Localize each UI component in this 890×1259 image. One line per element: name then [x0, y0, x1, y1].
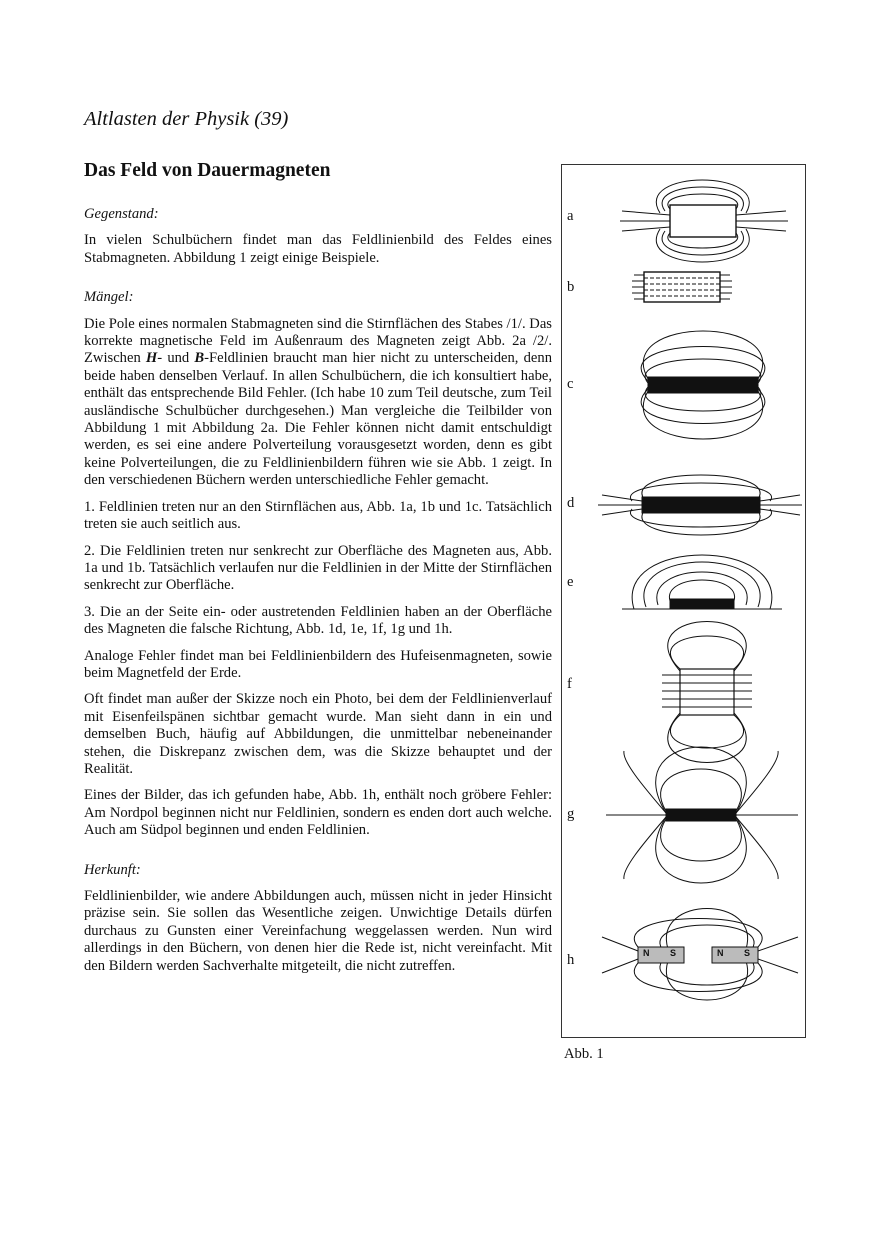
- figure-label-c: c: [567, 376, 574, 392]
- pole-n-right: N: [717, 948, 724, 958]
- paragraph-gegenstand: In vielen Schulbüchern findet man das Feldlinienbild des Feldes eines Stabmagneten. Abbildung 1 zeigt einige Beispiele.: [84, 232, 552, 266]
- figure-1: [561, 164, 806, 1038]
- diagram-d: [598, 475, 802, 535]
- diagram-f: [662, 622, 752, 763]
- paragraph-maengel-2: 1. Feldlinien treten nur an den Stirnflächen aus, Abb. 1a, 1b und 1c. Tatsächlich treten sie auch seitlich aus.: [84, 498, 552, 533]
- pole-s-right: S: [744, 948, 751, 958]
- article-title: Das Feld von Dauermagneten: [84, 160, 331, 181]
- figure-label-d: d: [567, 495, 575, 511]
- paragraph-maengel-1: [84, 316, 552, 490]
- pole-n-left: N: [643, 948, 650, 958]
- pole-s-left: S: [670, 948, 677, 958]
- paragraph-herkunft: Feldlinienbilder, wie andere Abbildungen auch, müssen nicht in jeder Hinsicht präzise sein. Sie sollen das Wesentliche zeigen. Unwichtige Details dürfen durchaus zu Gunsten einer Vereinfachung weggelassen werden. Nun wird allerdings in den Büchern, von denen hier die Rede ist, nicht vereinfacht. Mit den Bildern werden Sachverhalte mitgeteilt, die nicht zutreffen.: [84, 888, 552, 974]
- diagram-b: [632, 272, 732, 302]
- diagram-e: [622, 555, 782, 609]
- diagram-c: [641, 331, 765, 439]
- text-column: [84, 206, 552, 984]
- symbol-h: H: [145, 350, 158, 367]
- diagram-h: [602, 909, 798, 1001]
- figure-label-b: b: [567, 279, 575, 295]
- heading-maengel: Mängel:: [84, 289, 134, 306]
- text: - und: [157, 350, 195, 367]
- figure-label-g: g: [567, 806, 575, 822]
- paragraph-maengel-6: Oft findet man außer der Skizze noch ein Photo, bei dem der Feldlinienverlauf mit Eisenfeilspänen sichtbar gemacht wurde. Man sieht dann in ein und demselben Buch, häufig auf Abbildungen, die unmittelbar nebeneinander stehen, die Diskrepanz zwischen dem, was die Skizze behauptet und der Realität.: [84, 691, 552, 777]
- diagram-a: [620, 180, 788, 262]
- figure-label-h: h: [567, 952, 575, 968]
- figure-caption: Abb. 1: [564, 1046, 604, 1062]
- diagram-g: [606, 747, 798, 883]
- heading-herkunft: Herkunft:: [84, 861, 141, 878]
- field-line-drawings: [562, 165, 805, 1037]
- paragraph-maengel-7: Eines der Bilder, das ich gefunden habe, Abb. 1h, enthält noch gröbere Fehler: Am Nordpol beginnen nicht nur Feldlinien, sondern es enden dort auch welche. Auch am Südpol beginnen und enden Feldlinien.: [84, 787, 552, 839]
- paragraph-maengel-3: 2. Die Feldlinien treten nur senkrecht zur Oberfläche des Magneten aus, Abb. 1a und 1b. Tatsächlich verlaufen nur die Feldlinien in der Mitte der Stirnflächen senkrecht zur Oberfläche.: [84, 542, 552, 594]
- figure-label-a: a: [567, 208, 574, 224]
- text: -Feldlinien braucht man hier nicht zu unterscheiden, denn beide haben denselben Verlauf. In allen Schulbüchern, die ich konsultiert habe, enthält das entsprechende Bild Fehler. (Ich habe 10 zum Teil deutsche, zum Teil ausländische Schulbücher durchgesehen.) Man vergleiche die Teilbilder von Abbildung 1 mit Abbildung 2a. Die Fehler können nicht damit entschuldigt werden, es sei eine andere Polverteilung vorausgesetzt worden, denn es gibt keine Polverteilungen, die zu Feldlinienbildern führen wie sie Abb. 1 zeigt. In den verschiedenen Büchern werden unterschiedliche Fehler gemacht.: [84, 350, 552, 489]
- figure-label-f: f: [567, 676, 572, 692]
- paragraph-maengel-4: 3. Die an der Seite ein- oder austretenden Feldlinien haben an der Oberfläche des Magneten die falsche Richtung, Abb. 1d, 1e, 1f, 1g und 1h.: [84, 603, 552, 638]
- paragraph-maengel-5: Analoge Fehler findet man bei Feldlinienbildern des Hufeisenmagneten, sowie beim Magnetfeld der Erde.: [84, 647, 552, 681]
- text: Die Pole eines normalen Stabmagneten sind die Stirnflächen des Stabes /1/. Das korrekte magnetische Feld im Außenraum des Magneten zeigt Abb. 2a /2/. Zwischen: [84, 315, 552, 367]
- series-title: Altlasten der Physik (39): [84, 108, 289, 130]
- symbol-b: B: [194, 350, 205, 367]
- heading-gegenstand: Gegenstand:: [84, 206, 159, 222]
- figure-label-e: e: [567, 574, 574, 590]
